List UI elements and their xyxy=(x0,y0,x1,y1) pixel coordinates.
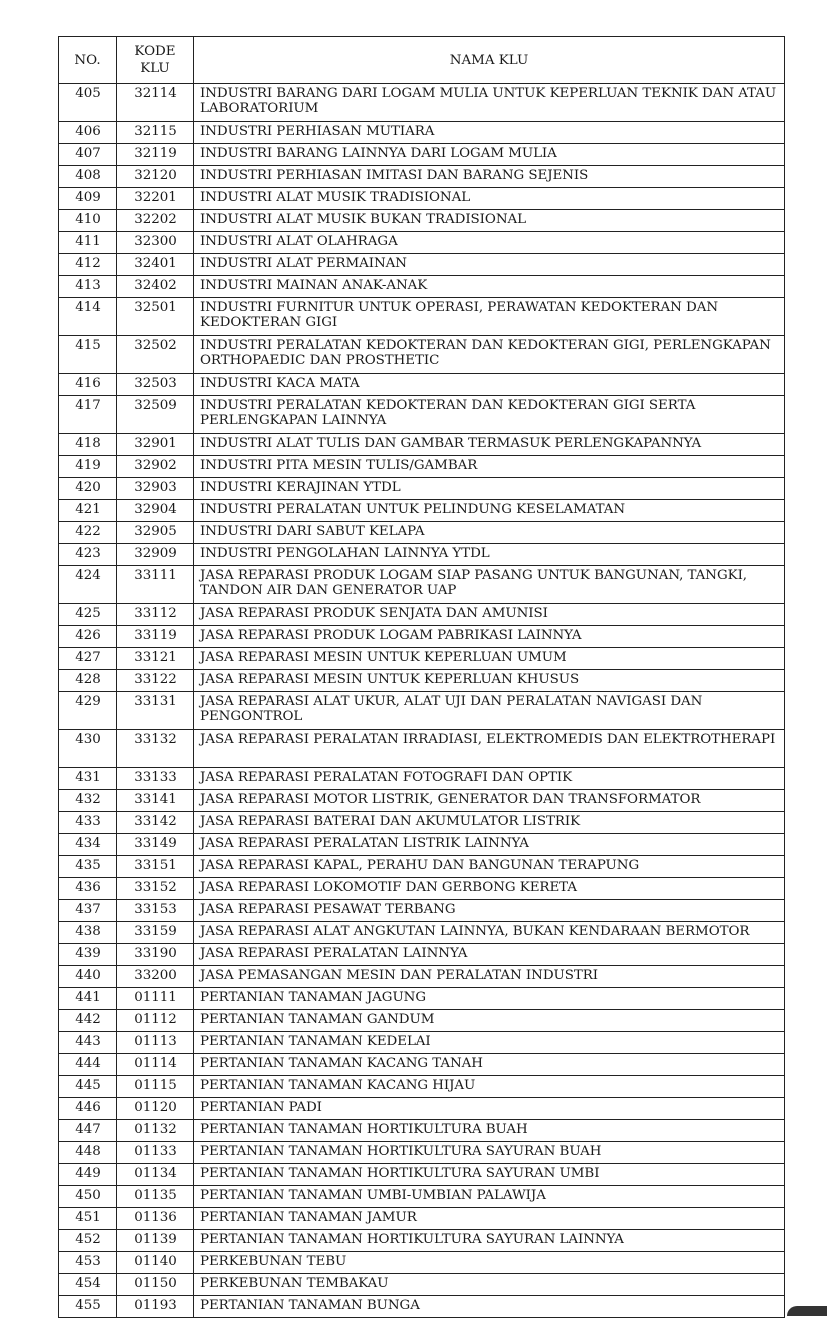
row-nama: INDUSTRI PERHIASAN MUTIARA xyxy=(194,122,785,144)
row-no: 441 xyxy=(59,988,117,1010)
row-no: 431 xyxy=(59,768,117,790)
table-row xyxy=(59,626,785,648)
row-kode: 32904 xyxy=(117,500,194,522)
table-row xyxy=(59,670,785,692)
row-no: 449 xyxy=(59,1164,117,1186)
table-row xyxy=(59,1120,785,1142)
klu-table xyxy=(58,36,785,1318)
table-row xyxy=(59,648,785,670)
row-kode: 33141 xyxy=(117,790,194,812)
row-kode: 33112 xyxy=(117,604,194,626)
row-nama: PERTANIAN TANAMAN JAGUNG xyxy=(194,988,785,1010)
row-nama: JASA REPARASI PERALATAN IRRADIASI, ELEKTROMEDIS DAN ELEKTROTHERAPI xyxy=(194,730,785,768)
row-kode: 01140 xyxy=(117,1252,194,1274)
row-no: 427 xyxy=(59,648,117,670)
row-kode: 32903 xyxy=(117,478,194,500)
table-row xyxy=(59,1010,785,1032)
table-row xyxy=(59,768,785,790)
row-kode: 32509 xyxy=(117,396,194,434)
row-kode: 01132 xyxy=(117,1120,194,1142)
table-body xyxy=(59,84,785,1318)
row-kode: 33111 xyxy=(117,566,194,604)
row-kode: 33122 xyxy=(117,670,194,692)
table-row xyxy=(59,812,785,834)
row-no: 432 xyxy=(59,790,117,812)
row-kode: 01150 xyxy=(117,1274,194,1296)
row-kode: 33121 xyxy=(117,648,194,670)
row-no: 428 xyxy=(59,670,117,692)
row-kode: 01113 xyxy=(117,1032,194,1054)
table-row xyxy=(59,1164,785,1186)
row-no: 412 xyxy=(59,254,117,276)
header-kode xyxy=(117,37,194,84)
row-no: 406 xyxy=(59,122,117,144)
row-nama: PERTANIAN PADI xyxy=(194,1098,785,1120)
table-row xyxy=(59,1098,785,1120)
table-row xyxy=(59,1230,785,1252)
document-page xyxy=(58,36,784,1318)
row-no: 422 xyxy=(59,522,117,544)
table-row xyxy=(59,84,785,122)
header-row xyxy=(59,37,785,84)
table-row xyxy=(59,396,785,434)
row-kode: 01112 xyxy=(117,1010,194,1032)
row-kode: 32300 xyxy=(117,232,194,254)
table-row xyxy=(59,856,785,878)
row-nama: INDUSTRI ALAT MUSIK TRADISIONAL xyxy=(194,188,785,210)
row-kode: 33119 xyxy=(117,626,194,648)
row-kode: 32902 xyxy=(117,456,194,478)
row-nama: PERTANIAN TANAMAN GANDUM xyxy=(194,1010,785,1032)
row-kode: 32119 xyxy=(117,144,194,166)
row-no: 447 xyxy=(59,1120,117,1142)
row-no: 436 xyxy=(59,878,117,900)
row-nama: JASA REPARASI PRODUK LOGAM SIAP PASANG UNTUK BANGUNAN, TANGKI, TANDON AIR DAN GENERATOR UAP xyxy=(194,566,785,604)
row-kode: 33149 xyxy=(117,834,194,856)
table-row xyxy=(59,478,785,500)
row-nama: PERTANIAN TANAMAN BUNGA xyxy=(194,1296,785,1318)
row-nama: INDUSTRI PENGOLAHAN LAINNYA YTDL xyxy=(194,544,785,566)
row-nama: PERTANIAN TANAMAN HORTIKULTURA BUAH xyxy=(194,1120,785,1142)
row-nama: PERKEBUNAN TEMBAKAU xyxy=(194,1274,785,1296)
table-row xyxy=(59,878,785,900)
row-no: 445 xyxy=(59,1076,117,1098)
row-kode: 33142 xyxy=(117,812,194,834)
row-kode: 33151 xyxy=(117,856,194,878)
row-kode: 01139 xyxy=(117,1230,194,1252)
row-kode: 01115 xyxy=(117,1076,194,1098)
row-nama: JASA REPARASI PERALATAN LISTRIK LAINNYA xyxy=(194,834,785,856)
row-nama: JASA REPARASI LOKOMOTIF DAN GERBONG KERETA xyxy=(194,878,785,900)
row-kode: 01193 xyxy=(117,1296,194,1318)
header-kode-line2: KLU xyxy=(140,61,170,76)
row-no: 423 xyxy=(59,544,117,566)
row-nama: JASA REPARASI MESIN UNTUK KEPERLUAN KHUSUS xyxy=(194,670,785,692)
row-no: 446 xyxy=(59,1098,117,1120)
row-kode: 33132 xyxy=(117,730,194,768)
row-nama: PERTANIAN TANAMAN HORTIKULTURA SAYURAN LAINNYA xyxy=(194,1230,785,1252)
row-nama: INDUSTRI BARANG LAINNYA DARI LOGAM MULIA xyxy=(194,144,785,166)
row-kode: 32905 xyxy=(117,522,194,544)
table-row xyxy=(59,988,785,1010)
table-row xyxy=(59,1076,785,1098)
row-nama: INDUSTRI ALAT MUSIK BUKAN TRADISIONAL xyxy=(194,210,785,232)
table-row xyxy=(59,188,785,210)
table-row xyxy=(59,834,785,856)
table-row xyxy=(59,434,785,456)
row-kode: 01114 xyxy=(117,1054,194,1076)
row-kode: 01133 xyxy=(117,1142,194,1164)
row-nama: JASA REPARASI PESAWAT TERBANG xyxy=(194,900,785,922)
table-row xyxy=(59,1032,785,1054)
row-kode: 01120 xyxy=(117,1098,194,1120)
table-row xyxy=(59,790,785,812)
row-kode: 32909 xyxy=(117,544,194,566)
table-row xyxy=(59,604,785,626)
row-no: 433 xyxy=(59,812,117,834)
table-row xyxy=(59,566,785,604)
row-no: 421 xyxy=(59,500,117,522)
row-kode: 33190 xyxy=(117,944,194,966)
row-kode: 32901 xyxy=(117,434,194,456)
row-no: 440 xyxy=(59,966,117,988)
row-nama: PERTANIAN TANAMAN KACANG TANAH xyxy=(194,1054,785,1076)
row-nama: JASA REPARASI ALAT ANGKUTAN LAINNYA, BUKAN KENDARAAN BERMOTOR xyxy=(194,922,785,944)
row-nama: JASA REPARASI KAPAL, PERAHU DAN BANGUNAN TERAPUNG xyxy=(194,856,785,878)
row-nama: INDUSTRI ALAT OLAHRAGA xyxy=(194,232,785,254)
row-kode: 32202 xyxy=(117,210,194,232)
row-nama: JASA REPARASI MOTOR LISTRIK, GENERATOR DAN TRANSFORMATOR xyxy=(194,790,785,812)
table-header xyxy=(59,37,785,84)
row-no: 437 xyxy=(59,900,117,922)
row-nama: INDUSTRI KACA MATA xyxy=(194,374,785,396)
row-kode: 32401 xyxy=(117,254,194,276)
row-nama: PERTANIAN TANAMAN HORTIKULTURA SAYURAN UMBI xyxy=(194,1164,785,1186)
table-row xyxy=(59,210,785,232)
row-nama: PERTANIAN TANAMAN HORTIKULTURA SAYURAN BUAH xyxy=(194,1142,785,1164)
row-kode: 01136 xyxy=(117,1208,194,1230)
row-kode: 32115 xyxy=(117,122,194,144)
table-row xyxy=(59,276,785,298)
row-kode: 33153 xyxy=(117,900,194,922)
table-row xyxy=(59,166,785,188)
table-row xyxy=(59,254,785,276)
table-row xyxy=(59,500,785,522)
row-nama: PERTANIAN TANAMAN KEDELAI xyxy=(194,1032,785,1054)
row-kode: 32502 xyxy=(117,336,194,374)
row-kode: 33131 xyxy=(117,692,194,730)
row-no: 426 xyxy=(59,626,117,648)
row-no: 444 xyxy=(59,1054,117,1076)
row-no: 443 xyxy=(59,1032,117,1054)
row-no: 413 xyxy=(59,276,117,298)
table-row xyxy=(59,1186,785,1208)
row-nama: INDUSTRI ALAT PERMAINAN xyxy=(194,254,785,276)
row-no: 405 xyxy=(59,84,117,122)
row-no: 415 xyxy=(59,336,117,374)
table-row xyxy=(59,298,785,336)
row-nama: INDUSTRI BARANG DARI LOGAM MULIA UNTUK KEPERLUAN TEKNIK DAN ATAU LABORATORIUM xyxy=(194,84,785,122)
row-nama: INDUSTRI KERAJINAN YTDL xyxy=(194,478,785,500)
table-row xyxy=(59,456,785,478)
row-nama: PERTANIAN TANAMAN JAMUR xyxy=(194,1208,785,1230)
table-row xyxy=(59,144,785,166)
row-no: 408 xyxy=(59,166,117,188)
row-no: 430 xyxy=(59,730,117,768)
row-no: 455 xyxy=(59,1296,117,1318)
table-row xyxy=(59,1142,785,1164)
row-nama: JASA REPARASI PRODUK LOGAM PABRIKASI LAINNYA xyxy=(194,626,785,648)
table-row xyxy=(59,374,785,396)
row-nama: INDUSTRI PERALATAN KEDOKTERAN DAN KEDOKTERAN GIGI SERTA PERLENGKAPAN LAINNYA xyxy=(194,396,785,434)
row-nama: INDUSTRI ALAT TULIS DAN GAMBAR TERMASUK PERLENGKAPANNYA xyxy=(194,434,785,456)
row-no: 409 xyxy=(59,188,117,210)
table-row xyxy=(59,1208,785,1230)
row-no: 416 xyxy=(59,374,117,396)
row-nama: JASA REPARASI MESIN UNTUK KEPERLUAN UMUM xyxy=(194,648,785,670)
row-nama: INDUSTRI PERALATAN KEDOKTERAN DAN KEDOKTERAN GIGI, PERLENGKAPAN ORTHOPAEDIC DAN PROSTHETIC xyxy=(194,336,785,374)
row-nama: INDUSTRI PITA MESIN TULIS/GAMBAR xyxy=(194,456,785,478)
row-no: 407 xyxy=(59,144,117,166)
row-nama: JASA REPARASI PERALATAN LAINNYA xyxy=(194,944,785,966)
row-no: 410 xyxy=(59,210,117,232)
row-nama: JASA REPARASI PERALATAN FOTOGRAFI DAN OPTIK xyxy=(194,768,785,790)
row-kode: 32201 xyxy=(117,188,194,210)
row-no: 419 xyxy=(59,456,117,478)
row-no: 454 xyxy=(59,1274,117,1296)
row-nama: PERKEBUNAN TEBU xyxy=(194,1252,785,1274)
row-kode: 33159 xyxy=(117,922,194,944)
header-no: NO. xyxy=(59,37,117,84)
row-kode: 32114 xyxy=(117,84,194,122)
row-no: 414 xyxy=(59,298,117,336)
row-no: 439 xyxy=(59,944,117,966)
row-nama: INDUSTRI FURNITUR UNTUK OPERASI, PERAWATAN KEDOKTERAN DAN KEDOKTERAN GIGI xyxy=(194,298,785,336)
row-no: 438 xyxy=(59,922,117,944)
row-no: 448 xyxy=(59,1142,117,1164)
table-row xyxy=(59,692,785,730)
row-no: 451 xyxy=(59,1208,117,1230)
row-kode: 01135 xyxy=(117,1186,194,1208)
row-nama: INDUSTRI PERALATAN UNTUK PELINDUNG KESELAMATAN xyxy=(194,500,785,522)
row-kode: 01134 xyxy=(117,1164,194,1186)
row-nama: INDUSTRI MAINAN ANAK-ANAK xyxy=(194,276,785,298)
row-kode: 32503 xyxy=(117,374,194,396)
header-nama: NAMA KLU xyxy=(194,37,785,84)
row-nama: PERTANIAN TANAMAN UMBI-UMBIAN PALAWIJA xyxy=(194,1186,785,1208)
row-no: 450 xyxy=(59,1186,117,1208)
row-nama: JASA REPARASI ALAT UKUR, ALAT UJI DAN PERALATAN NAVIGASI DAN PENGONTROL xyxy=(194,692,785,730)
table-row xyxy=(59,944,785,966)
row-kode: 32120 xyxy=(117,166,194,188)
header-kode-line1: KODE xyxy=(134,44,176,59)
row-nama: PERTANIAN TANAMAN KACANG HIJAU xyxy=(194,1076,785,1098)
table-row xyxy=(59,922,785,944)
page-corner-mark xyxy=(787,1306,827,1316)
table-row xyxy=(59,1054,785,1076)
row-no: 442 xyxy=(59,1010,117,1032)
table-row xyxy=(59,966,785,988)
table-row xyxy=(59,1274,785,1296)
row-kode: 32501 xyxy=(117,298,194,336)
table-row xyxy=(59,122,785,144)
table-row xyxy=(59,730,785,768)
table-row xyxy=(59,232,785,254)
row-kode: 33133 xyxy=(117,768,194,790)
row-kode: 01111 xyxy=(117,988,194,1010)
row-nama: JASA REPARASI BATERAI DAN AKUMULATOR LISTRIK xyxy=(194,812,785,834)
table-row xyxy=(59,336,785,374)
row-no: 453 xyxy=(59,1252,117,1274)
row-nama: JASA REPARASI PRODUK SENJATA DAN AMUNISI xyxy=(194,604,785,626)
row-no: 411 xyxy=(59,232,117,254)
row-no: 434 xyxy=(59,834,117,856)
row-nama: JASA PEMASANGAN MESIN DAN PERALATAN INDUSTRI xyxy=(194,966,785,988)
row-nama: INDUSTRI PERHIASAN IMITASI DAN BARANG SEJENIS xyxy=(194,166,785,188)
row-no: 452 xyxy=(59,1230,117,1252)
row-no: 429 xyxy=(59,692,117,730)
row-nama: INDUSTRI DARI SABUT KELAPA xyxy=(194,522,785,544)
table-row xyxy=(59,522,785,544)
row-kode: 33152 xyxy=(117,878,194,900)
row-no: 417 xyxy=(59,396,117,434)
row-no: 435 xyxy=(59,856,117,878)
table-row xyxy=(59,900,785,922)
row-kode: 32402 xyxy=(117,276,194,298)
row-no: 425 xyxy=(59,604,117,626)
table-row xyxy=(59,1252,785,1274)
row-no: 418 xyxy=(59,434,117,456)
row-no: 424 xyxy=(59,566,117,604)
table-row xyxy=(59,1296,785,1318)
row-no: 420 xyxy=(59,478,117,500)
table-row xyxy=(59,544,785,566)
row-kode: 33200 xyxy=(117,966,194,988)
